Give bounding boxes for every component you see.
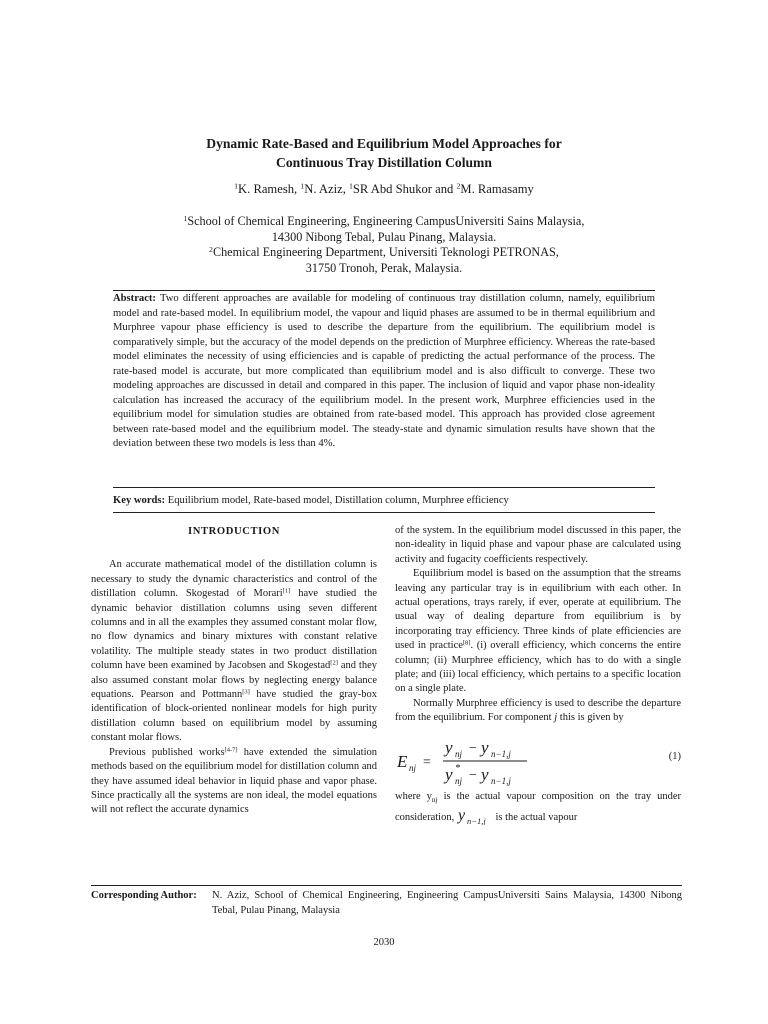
body-text: Equilibrium model is based on the assumption that the streams leaving any particular tray is in equilibrium with each other. In actual operations, trays rarely, if ever, operate at equilibrium. The usual way of dealing departure from equilibrium is by incorporating tray efficiency. Three kinds of plate efficiencies are used in practice	[395, 568, 681, 652]
body-text: have studied the dynamic behavior distillation columns using seven different columns and in all the examples they assumed constant molar flow, no flow dynamics and binary mixtures with constant relative volatility. The multiple steady states in two product distillation column have been examined by Jacobsen and Skogestad	[91, 588, 377, 672]
author-name: K. Ramesh,	[238, 182, 301, 196]
eq-E-sub: nj	[409, 762, 417, 773]
component-symbol: j	[554, 712, 558, 724]
eq-minus-1: −	[469, 740, 477, 756]
paper-title	[100, 134, 668, 172]
affiliation-2-line-2: 31750 Tronoh, Perak, Malaysia.	[305, 260, 463, 275]
left-column	[91, 524, 377, 818]
right-paragraph-1	[395, 567, 681, 697]
keywords-text: Equilibrium model, Rate-based model, Distillation column, Murphree efficiency	[167, 495, 509, 506]
author-affil-mark: 2	[456, 181, 461, 191]
inline-symbol-y	[457, 807, 493, 825]
eq-E: E	[397, 751, 408, 771]
eq-y4: y	[481, 764, 489, 784]
body-text: is the actual vapour	[492, 812, 578, 824]
body-text: Previous published works	[109, 746, 225, 758]
affiliation-1-line-1	[100, 214, 668, 230]
body-text: An accurate mathematical model of the distillation column is necessary to study the dynamic characteristics and control of the distillation column. Skogestad of Morari	[91, 559, 377, 600]
affiliation-1-line-2: 14300 Nibong Tebal, Pulau Pinang, Malaysia.	[271, 229, 497, 244]
abstract-top-rule	[113, 290, 655, 291]
keywords-label: Key words:	[113, 495, 166, 506]
citation: [2]	[330, 659, 338, 667]
eq-star: *	[455, 762, 460, 774]
author-name: SR Abd Shukor and	[352, 182, 457, 196]
equation-graphic	[395, 730, 535, 790]
body-text: have extended the simulation methods based on the equilibrium model for distillation column and they have assumed ideal behavior in liquid phase and vapor phase. Since practically all the systems are non ideal, the model equations will not reflect the accurate dynamics	[91, 746, 377, 816]
citation: [3]	[242, 688, 250, 696]
intro-paragraph-1	[91, 558, 377, 745]
author-affil-mark: 1	[349, 181, 353, 191]
section-heading-introduction: INTRODUCTION	[188, 526, 280, 537]
author-name: N. Aziz,	[304, 182, 349, 196]
right-paragraph-3	[395, 790, 681, 826]
eq-y2-sub: n−1,j	[491, 748, 511, 759]
abstract-label: Abstract:	[113, 293, 156, 304]
affil-text: Chemical Engineering Department, Universiti Teknologi PETRONAS,	[212, 245, 559, 260]
title-line-1: Dynamic Rate-Based and Equilibrium Model Approaches for	[206, 136, 562, 151]
eq-y1: y	[445, 737, 453, 757]
right-column	[395, 524, 681, 826]
body-text: is the actual vapour composition on the tray under consideration,	[395, 790, 681, 824]
affiliation-2-line-1	[100, 245, 668, 261]
equation-number: (1)	[668, 750, 681, 762]
eq-y3: y	[445, 764, 453, 784]
citation: [1]	[282, 587, 291, 595]
right-paragraph-0: of the system. In the equilibrium model discussed in this paper, the non-ideality in liquid phase and vapour phase are calculated using activity and fugacity coefficients respectively.	[395, 525, 681, 565]
body-text: where y	[395, 790, 432, 802]
keywords	[113, 495, 655, 506]
body-text: and they also assumed constant molar flows by neglecting energy balance equations. Pearson and Pottmann	[91, 660, 377, 701]
citation: [8]	[462, 639, 471, 647]
body-text: have studied the gray-box identification of block-oriented nonlinear models for high purity distillation column based on equilibrium model by assuming constant molar flows.	[91, 689, 377, 744]
author-name: M. Ramasamy	[460, 182, 534, 196]
inline-y: y	[457, 807, 465, 825]
eq-y1-sub: nj	[455, 748, 463, 759]
footnote-rule	[91, 885, 682, 886]
corresponding-author-label: Corresponding Author:	[91, 890, 197, 901]
eq-minus-2: −	[469, 767, 477, 783]
body-text: this is given by	[557, 712, 624, 724]
corresponding-author	[91, 888, 682, 918]
eq-y2: y	[481, 737, 489, 757]
affil-text: School of Chemical Engineering, Engineering CampusUniversiti Sains Malaysia,	[187, 214, 585, 228]
corresponding-author-text: N. Aziz, School of Chemical Engineering, Engineering CampusUniversiti Sains Malaysia, 14300 Nibong Tebal, Pulau Pinang, Malaysia	[212, 890, 682, 916]
author-affil-mark: 1	[300, 181, 305, 191]
intro-paragraph-2	[91, 746, 377, 818]
body-text: Normally Murphree efficiency is used to describe the departure from the equilibrium. For component	[395, 697, 681, 724]
citation: [4-7]	[224, 746, 238, 754]
body-text: . (i) overall efficiency, which concerns the entire column; (ii) Murphree efficiency, which has to do with a single plate; and (iii) local efficiency, which pertains to a specific location on a single plate.	[395, 640, 681, 695]
affiliations	[100, 214, 668, 276]
abstract	[113, 292, 655, 452]
inline-y-sub: n−1,j	[466, 816, 486, 826]
eq-y3-sub: nj	[455, 775, 463, 786]
author-list	[100, 182, 668, 197]
eq-y4-sub: n−1,j	[491, 775, 511, 786]
affil-mark: 1	[183, 213, 188, 223]
keywords-bottom-rule	[113, 512, 655, 513]
abstract-bottom-rule	[113, 487, 655, 488]
subscript: nj	[431, 794, 438, 804]
title-line-2: Continuous Tray Distillation Column	[276, 155, 492, 170]
abstract-text: Two different approaches are available for modeling of continuous tray distillation column, namely, equilibrium model and rate-based model. In equilibrium model, the vapour and liquid phases are assumed to be in thermal equilibrium and Murphree vapour phase efficiency is used to describe the departure from the equilibrium. The equilibrium model is comparatively simple, but the accuracy of the model depends on the prediction of Murphree efficiency. Whereas the rate-based model eliminates the necessity of using efficiencies and is capable of predicting the actual performance of the process. The rate-based model is accurate, but more complicated than equilibrium model and is also difficult to converge. These two modeling approaches are discussed in detail and compared in this paper. The inclusion of liquid and vapor phase non-ideality calculation has increased the accuracy of the equilibrium model. In the present work, Murphree efficiencies used in the equilibrium model for simulation studies are obtained from rate-based model. This approach has provided close agreement between rate-based model and the equilibrium model. The steady-state and dynamic simulation results have shown that the deviation between these two models is less than 4%.	[113, 293, 655, 449]
eq-equals: =	[423, 754, 431, 770]
murphree-equation	[395, 730, 681, 790]
right-paragraph-2	[395, 697, 681, 726]
affil-mark: 2	[209, 245, 213, 255]
page-number: 2030	[373, 937, 395, 948]
author-affil-mark: 1	[234, 181, 239, 191]
